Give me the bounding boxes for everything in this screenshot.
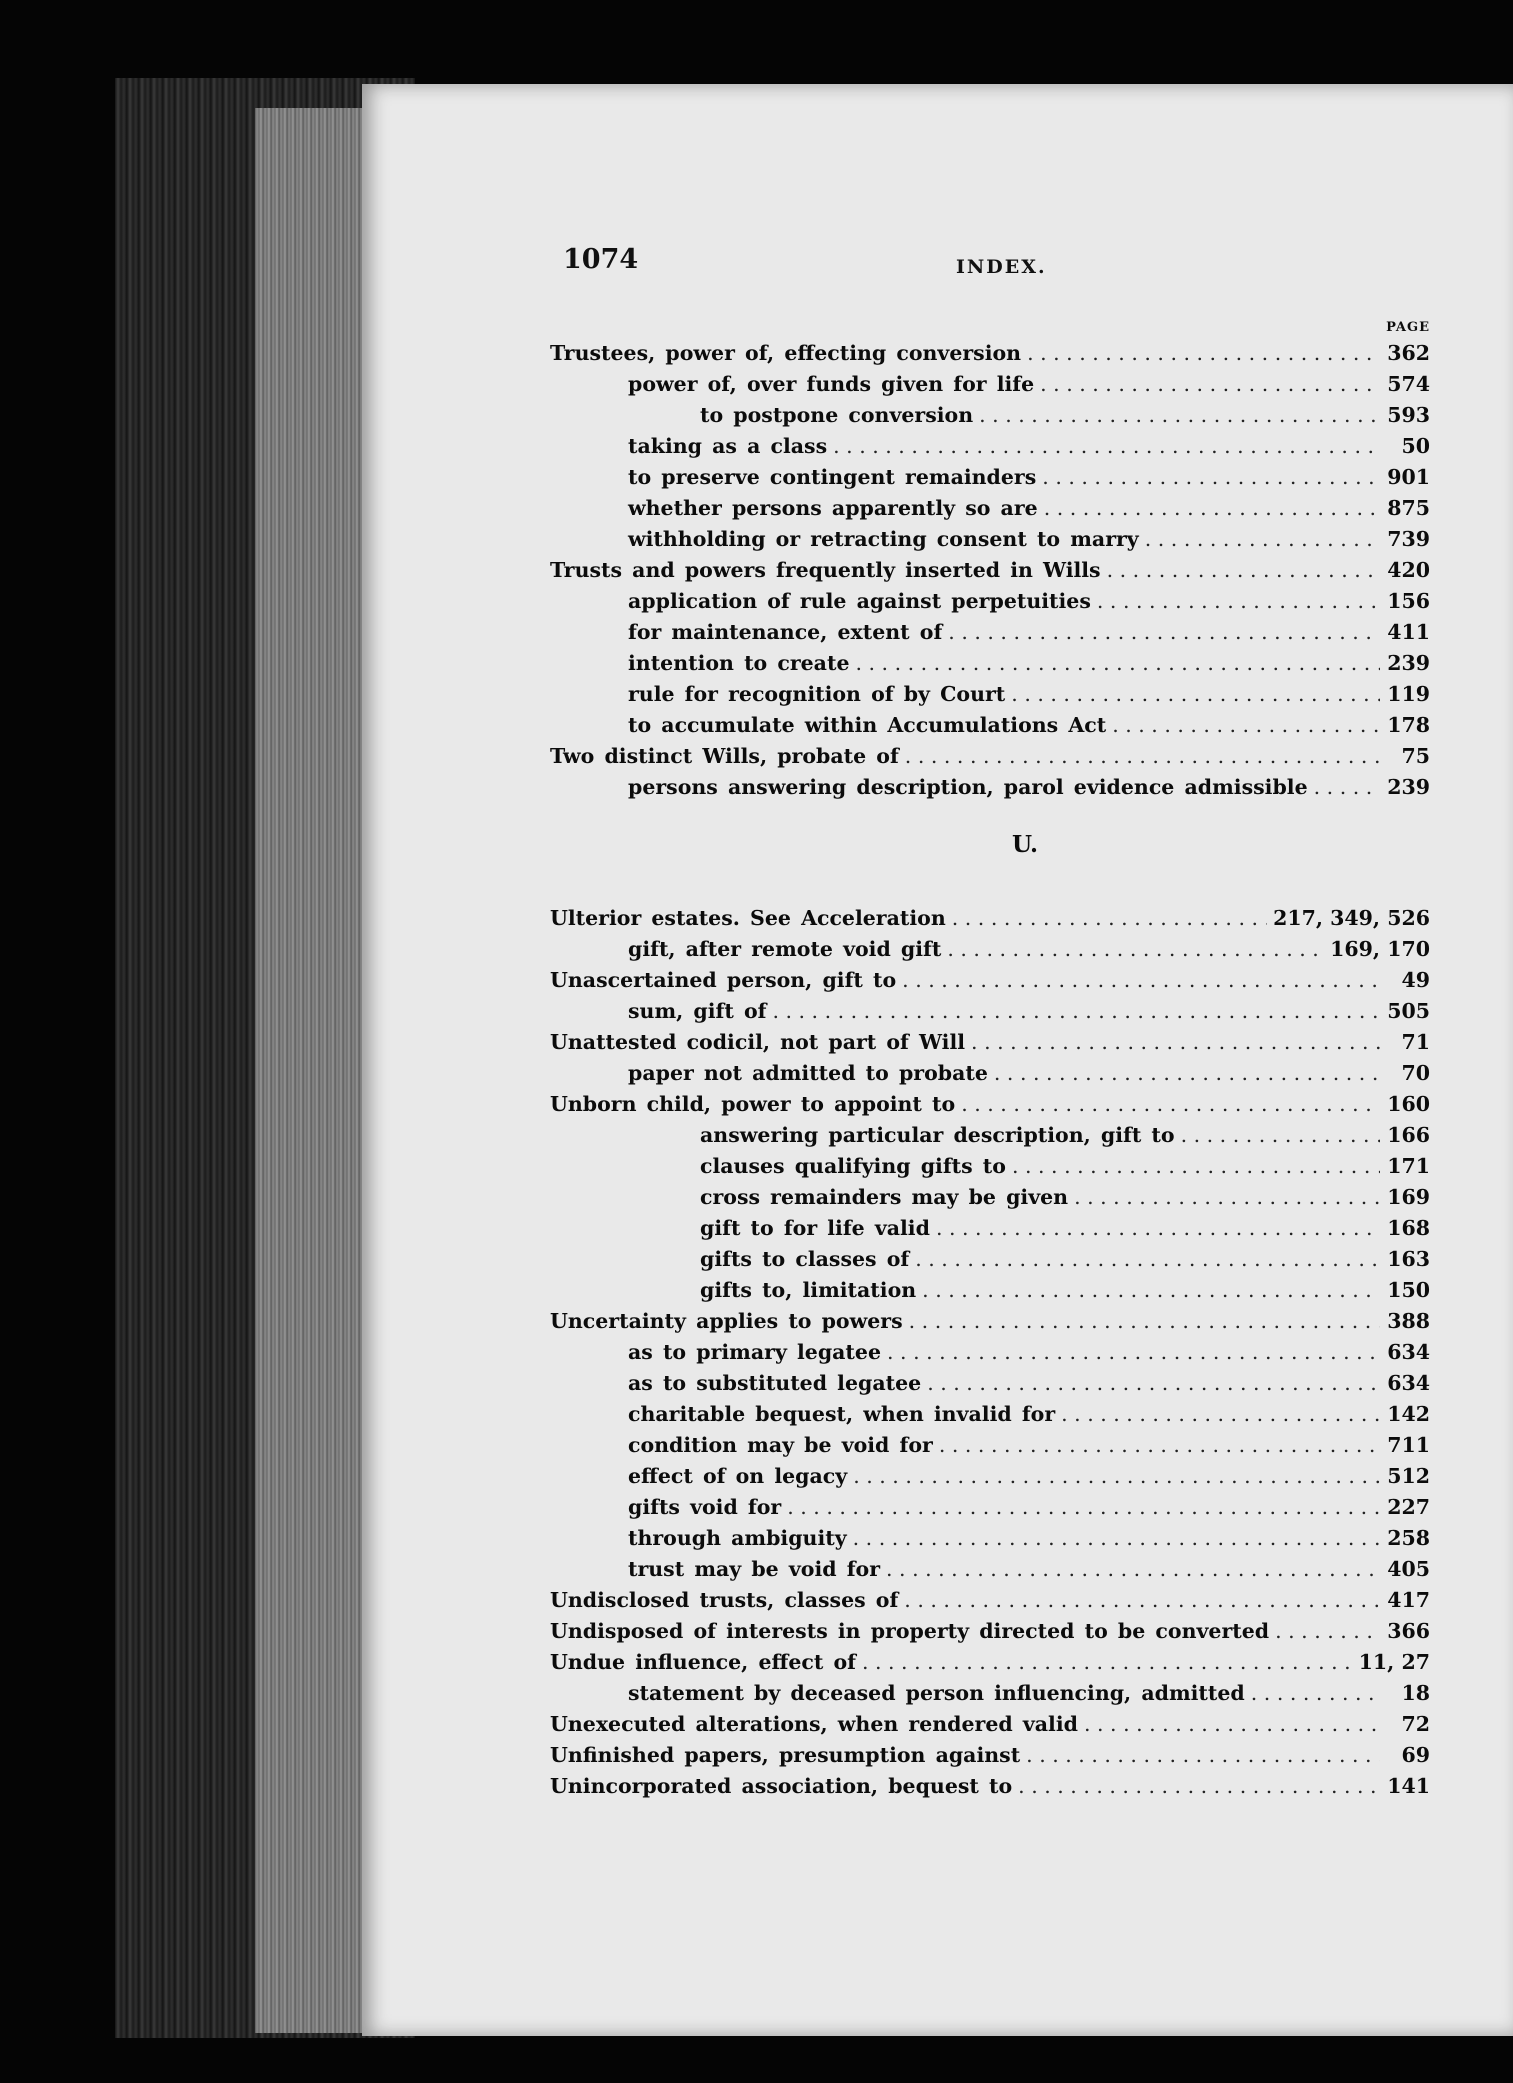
index-entry xyxy=(550,710,1430,741)
dot-leader xyxy=(1107,555,1380,586)
index-entry xyxy=(550,934,1430,965)
dot-leader xyxy=(1251,1678,1380,1709)
index-entry-page: 366 xyxy=(1387,1619,1430,1643)
index-entry xyxy=(550,431,1430,462)
index-entry-text: gifts to classes of xyxy=(700,1247,910,1271)
index-entry-page: 169, 170 xyxy=(1330,937,1430,961)
dot-leader xyxy=(886,1554,1380,1585)
dot-leader xyxy=(833,431,1380,462)
page-column-label: PAGE xyxy=(1386,320,1430,335)
index-entry-page: 71 xyxy=(1401,1030,1430,1054)
index-entry xyxy=(550,772,1430,803)
index-entry xyxy=(550,741,1430,772)
index-entry xyxy=(550,524,1430,555)
index-entry-text: Unborn child, power to appoint to xyxy=(550,1092,956,1116)
index-entry xyxy=(550,338,1430,369)
dot-leader xyxy=(947,934,1324,965)
index-entry xyxy=(550,648,1430,679)
index-entry xyxy=(550,965,1430,996)
index-entry xyxy=(550,1523,1430,1554)
index-entry-page: 258 xyxy=(1387,1526,1430,1550)
index-entry-page: 166 xyxy=(1387,1123,1430,1147)
dot-leader xyxy=(948,617,1380,648)
index-entry-text: whether persons apparently so are xyxy=(628,496,1038,520)
index-entry xyxy=(550,1244,1430,1275)
index-entry-page: 163 xyxy=(1387,1247,1430,1271)
index-entry-text: Ulterior estates. See Acceleration xyxy=(550,906,946,930)
index-entry-page: 634 xyxy=(1387,1371,1430,1395)
index-entry-text: gifts void for xyxy=(628,1495,782,1519)
index-entry-text: for maintenance, extent of xyxy=(628,620,943,644)
index-entry-page: 411 xyxy=(1387,620,1430,644)
dot-leader xyxy=(961,1089,1380,1120)
index-entry xyxy=(550,1554,1430,1585)
index-entry-page: 362 xyxy=(1387,341,1430,365)
index-entry xyxy=(550,1368,1430,1399)
dot-leader xyxy=(979,400,1380,431)
index-entry xyxy=(550,1740,1430,1771)
index-entry-text: as to substituted legatee xyxy=(628,1371,922,1395)
index-entry-page: 227 xyxy=(1387,1495,1430,1519)
index-entry-text: gift to for life valid xyxy=(700,1216,930,1240)
index-entry-page: 739 xyxy=(1387,527,1430,551)
index-entry-text: to postpone conversion xyxy=(700,403,974,427)
section-letter: U. xyxy=(1012,831,1038,858)
index-entry xyxy=(550,1430,1430,1461)
index-entry-text: rule for recognition of by Court xyxy=(628,682,1006,706)
dot-leader xyxy=(915,1244,1380,1275)
index-entry xyxy=(550,1585,1430,1616)
index-entry xyxy=(550,1709,1430,1740)
index-entry-text: taking as a class xyxy=(628,434,828,458)
index-entry-text: statement by deceased person influencing, admitted xyxy=(628,1681,1245,1705)
index-entry-text: Unattested codicil, not part of Will xyxy=(550,1030,966,1054)
index-entry-text: Trustees, power of, effecting conversion xyxy=(550,341,1022,365)
index-entry-page: 169 xyxy=(1387,1185,1430,1209)
index-entry-text: charitable bequest, when invalid for xyxy=(628,1402,1056,1426)
index-entry-page: 18 xyxy=(1401,1681,1430,1705)
index-entry-page: 875 xyxy=(1387,496,1430,520)
index-entry-text: application of rule against perpetuities xyxy=(628,589,1091,613)
index-entry xyxy=(550,1058,1430,1089)
index-entry xyxy=(550,369,1430,400)
index-entry-text: Unexecuted alterations, when rendered valid xyxy=(550,1712,1078,1736)
index-entry-text: paper not admitted to probate xyxy=(628,1061,988,1085)
index-entry xyxy=(550,1306,1430,1337)
dot-leader xyxy=(1181,1120,1380,1151)
dot-leader xyxy=(1040,369,1380,400)
dot-leader xyxy=(862,1647,1353,1678)
dot-leader xyxy=(853,1523,1380,1554)
index-entry xyxy=(550,1182,1430,1213)
dot-leader xyxy=(971,1027,1380,1058)
book-page-stack xyxy=(255,108,365,2033)
dot-leader xyxy=(902,965,1380,996)
index-entry-page: 512 xyxy=(1387,1464,1430,1488)
index-entry-text: effect of on legacy xyxy=(628,1464,848,1488)
index-entry-page: 505 xyxy=(1387,999,1430,1023)
index-entry-page: 417 xyxy=(1387,1588,1430,1612)
index-entry xyxy=(550,1275,1430,1306)
index-entry-text: Two distinct Wills, probate of xyxy=(550,744,899,768)
index-entry xyxy=(550,1337,1430,1368)
index-entry xyxy=(550,903,1430,934)
index-entry-page: 171 xyxy=(1387,1154,1430,1178)
index-entry-text: to preserve contingent remainders xyxy=(628,465,1037,489)
index-entry xyxy=(550,1213,1430,1244)
index-entry-page: 420 xyxy=(1387,558,1430,582)
dot-leader xyxy=(952,903,1267,934)
index-entry-page: 156 xyxy=(1387,589,1430,613)
index-entry-text: power of, over funds given for life xyxy=(628,372,1035,396)
dot-leader xyxy=(853,1461,1380,1492)
index-entry xyxy=(550,493,1430,524)
index-entry-page: 217, 349, 526 xyxy=(1273,906,1430,930)
index-entry-page: 75 xyxy=(1401,744,1430,768)
dot-leader xyxy=(922,1275,1380,1306)
dot-leader xyxy=(1011,679,1380,710)
index-entry-page: 405 xyxy=(1387,1557,1430,1581)
index-entry xyxy=(550,462,1430,493)
index-entry xyxy=(550,1461,1430,1492)
index-entry xyxy=(550,1120,1430,1151)
index-entry xyxy=(550,679,1430,710)
dot-leader xyxy=(1314,772,1380,803)
dot-leader xyxy=(1084,1709,1380,1740)
index-entry-page: 11, 27 xyxy=(1358,1650,1430,1674)
index-entry xyxy=(550,996,1430,1027)
index-entry xyxy=(550,1027,1430,1058)
index-entry-page: 901 xyxy=(1387,465,1430,489)
index-entry-text: sum, gift of xyxy=(628,999,767,1023)
index-entry xyxy=(550,1647,1430,1678)
dot-leader xyxy=(936,1213,1380,1244)
index-body xyxy=(550,318,1430,1802)
index-entry-page: 141 xyxy=(1387,1774,1430,1798)
dot-leader xyxy=(939,1430,1380,1461)
index-entry-page: 178 xyxy=(1387,713,1430,737)
dot-leader xyxy=(1061,1399,1380,1430)
dot-leader xyxy=(905,741,1380,772)
index-entry-text: gift, after remote void gift xyxy=(628,937,942,961)
index-entry-page: 49 xyxy=(1401,968,1430,992)
index-entry-text: answering particular description, gift to xyxy=(700,1123,1175,1147)
index-entry-text: cross remainders may be given xyxy=(700,1185,1069,1209)
index-entry xyxy=(550,1492,1430,1523)
dot-leader xyxy=(1097,586,1380,617)
dot-leader xyxy=(772,996,1380,1027)
dot-leader xyxy=(1012,1151,1380,1182)
dot-leader xyxy=(787,1492,1380,1523)
index-block-t xyxy=(550,338,1430,803)
index-entry-text: withholding or retracting consent to marry xyxy=(628,527,1139,551)
running-head: INDEX. xyxy=(956,256,1047,278)
index-entry-text: through ambiguity xyxy=(628,1526,847,1550)
dot-leader xyxy=(1042,462,1380,493)
index-entry-text: gifts to, limitation xyxy=(700,1278,917,1302)
index-entry-text: intention to create xyxy=(628,651,850,675)
index-entry-page: 168 xyxy=(1387,1216,1430,1240)
index-entry-page: 388 xyxy=(1387,1309,1430,1333)
index-entry-text: clauses qualifying gifts to xyxy=(700,1154,1006,1178)
dot-leader xyxy=(1018,1771,1380,1802)
index-entry-page: 593 xyxy=(1387,403,1430,427)
index-entry-text: to accumulate within Accumulations Act xyxy=(628,713,1107,737)
index-entry xyxy=(550,1399,1430,1430)
index-entry xyxy=(550,1771,1430,1802)
dot-leader xyxy=(909,1306,1380,1337)
dot-leader xyxy=(1044,493,1380,524)
index-entry-text: Unascertained person, gift to xyxy=(550,968,897,992)
index-entry-text: trust may be void for xyxy=(628,1557,880,1581)
dot-leader xyxy=(855,648,1380,679)
index-block-u xyxy=(550,903,1430,1802)
index-entry-page: 150 xyxy=(1387,1278,1430,1302)
index-entry-text: Trusts and powers frequently inserted in Wills xyxy=(550,558,1101,582)
page-number: 1074 xyxy=(563,244,639,275)
index-entry-page: 69 xyxy=(1401,1743,1430,1767)
index-entry-page: 711 xyxy=(1387,1433,1430,1457)
dot-leader xyxy=(1112,710,1380,741)
index-entry-page: 239 xyxy=(1387,775,1430,799)
index-entry xyxy=(550,586,1430,617)
index-entry-text: Undisclosed trusts, classes of xyxy=(550,1588,899,1612)
index-entry xyxy=(550,400,1430,431)
dot-leader xyxy=(927,1368,1380,1399)
dot-leader xyxy=(1027,338,1380,369)
index-entry-page: 574 xyxy=(1387,372,1430,396)
index-entry xyxy=(550,1678,1430,1709)
dot-leader xyxy=(1074,1182,1380,1213)
dot-leader xyxy=(1026,1740,1380,1771)
dot-leader xyxy=(904,1585,1380,1616)
index-entry-page: 239 xyxy=(1387,651,1430,675)
dot-leader xyxy=(994,1058,1380,1089)
index-entry xyxy=(550,555,1430,586)
index-entry xyxy=(550,1151,1430,1182)
index-entry-page: 142 xyxy=(1387,1402,1430,1426)
dot-leader xyxy=(887,1337,1380,1368)
index-entry-text: Undue influence, effect of xyxy=(550,1650,856,1674)
dot-leader xyxy=(1275,1616,1380,1647)
index-entry xyxy=(550,1089,1430,1120)
index-entry-text: Uncertainty applies to powers xyxy=(550,1309,903,1333)
index-entry-text: Unfinished papers, presumption against xyxy=(550,1743,1021,1767)
index-entry-text: condition may be void for xyxy=(628,1433,933,1457)
index-entry-text: persons answering description, parol evidence admissible xyxy=(628,775,1308,799)
dot-leader xyxy=(1145,524,1380,555)
index-entry-page: 70 xyxy=(1401,1061,1430,1085)
index-entry-page: 634 xyxy=(1387,1340,1430,1364)
index-entry-page: 119 xyxy=(1387,682,1430,706)
index-entry-text: Unincorporated association, bequest to xyxy=(550,1774,1013,1798)
index-entry xyxy=(550,617,1430,648)
index-entry-text: Undisposed of interests in property directed to be converted xyxy=(550,1619,1270,1643)
index-entry-page: 160 xyxy=(1387,1092,1430,1116)
index-entry-text: as to primary legatee xyxy=(628,1340,881,1364)
index-entry-page: 50 xyxy=(1401,434,1430,458)
index-entry-page: 72 xyxy=(1401,1712,1430,1736)
index-entry xyxy=(550,1616,1430,1647)
page-header xyxy=(563,244,1513,284)
